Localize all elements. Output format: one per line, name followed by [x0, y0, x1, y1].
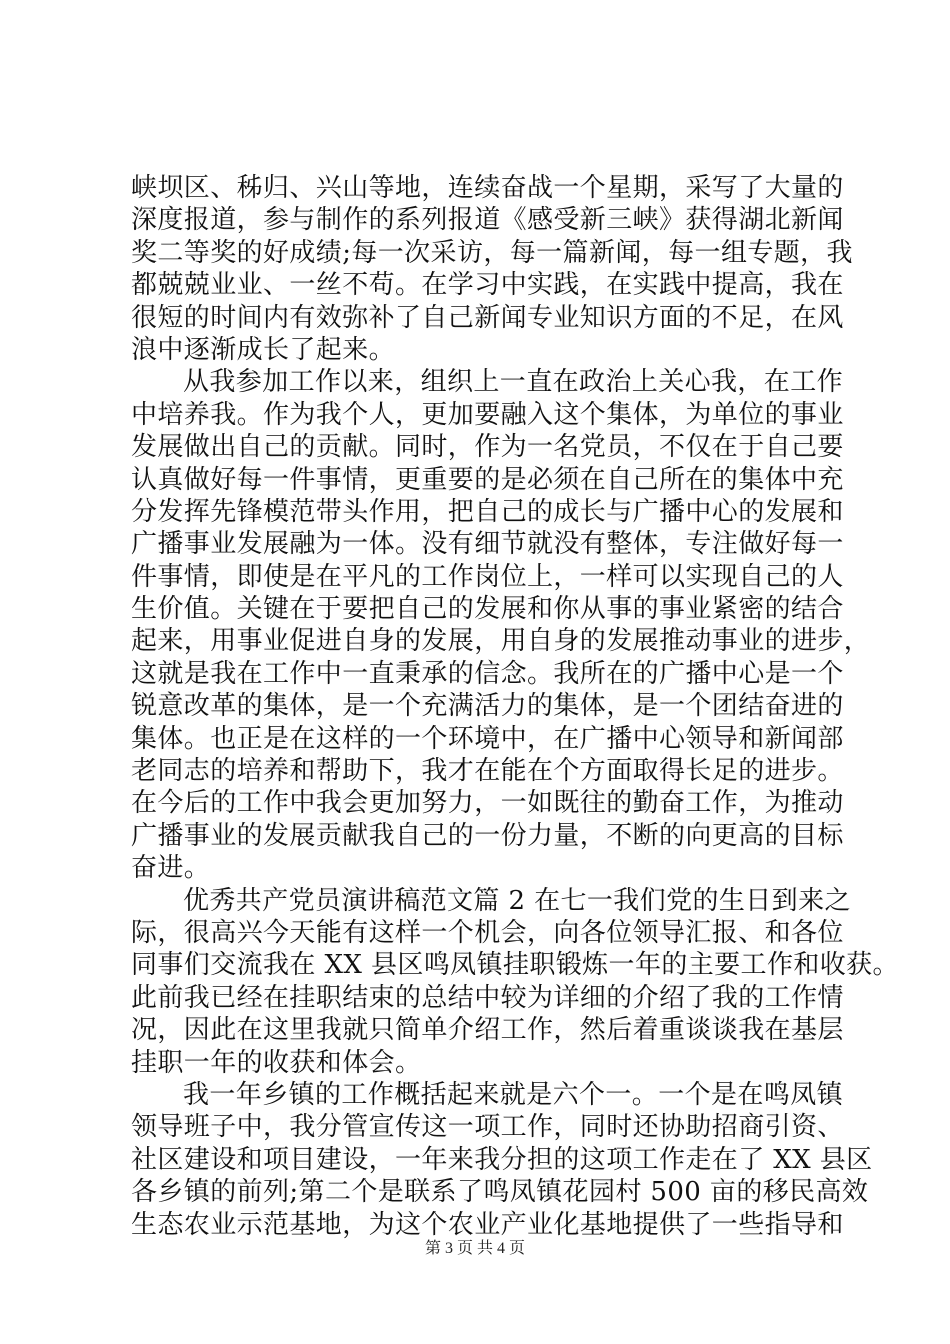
text-line: 我一年乡镇的工作概括起来就是六个一。一个是在鸣凤镇 [183, 1079, 844, 1110]
text-line: 同事们交流我在 XX 县区鸣凤镇挂职锻炼一年的主要工作和收获。 [131, 950, 899, 981]
text-line: 这就是我在工作中一直秉承的信念。我所在的广播中心是一个 [131, 658, 844, 689]
text-line: 各乡镇的前列;第二个是联系了鸣凤镇花园村 500 亩的移民高效 [131, 1177, 869, 1208]
text-line: 况，因此在这里我就只简单介绍工作，然后着重谈谈我在基层 [131, 1015, 844, 1046]
text-line: 领导班子中，我分管宣传这一项工作，同时还协助招商引资、 [131, 1112, 844, 1143]
text-line: 起来，用事业促进自身的发展，用自身的发展推动事业的进步， [131, 626, 871, 657]
text-line: 际，很高兴今天能有这样一个机会，向各位领导汇报、和各位 [131, 917, 844, 948]
document-body [131, 172, 899, 1241]
text-line: 很短的时间内有效弥补了自己新闻专业知识方面的不足，在风 [131, 302, 844, 333]
text-line: 在今后的工作中我会更加努力，一如既往的勤奋工作，为推动 [131, 788, 844, 819]
text-line: 挂职一年的收获和体会。 [131, 1047, 422, 1078]
text-line: 广播事业的发展贡献我自己的一份力量，不断的向更高的目标 [131, 820, 844, 851]
page-number-footer: 第 3 页 共 4 页 [424, 1240, 525, 1257]
text-line: 件事情，即使是在平凡的工作岗位上，一样可以实现自己的人 [131, 561, 844, 592]
paragraph [131, 885, 899, 1079]
paragraph [131, 366, 871, 884]
text-line: 从我参加工作以来，组织上一直在政治上关心我，在工作 [183, 367, 844, 398]
text-line: 认真做好每一件事情，更重要的是必须在自己所在的集体中充 [131, 464, 844, 495]
text-line: 深度报道，参与制作的系列报道《感受新三峡》获得湖北新闻 [131, 205, 844, 236]
text-line: 中培养我。作为我个人，更加要融入这个集体，为单位的事业 [131, 399, 844, 430]
text-line: 都兢兢业业、一丝不苟。在学习中实践，在实践中提高，我在 [131, 270, 844, 301]
text-line: 集体。也正是在这样的一个环境中，在广播中心领导和新闻部 [131, 723, 844, 754]
text-line: 优秀共产党员演讲稿范文篇 2 在七一我们党的生日到来之 [183, 885, 851, 916]
paragraph [131, 172, 853, 366]
text-line: 锐意改革的集体，是一个充满活力的集体，是一个团结奋进的 [131, 691, 844, 722]
text-line: 生态农业示范基地，为这个农业产业化基地提供了一些指导和 [131, 1209, 844, 1240]
text-line: 奖二等奖的好成绩;每一次采访，每一篇新闻，每一组专题，我 [131, 237, 853, 268]
text-line: 此前我已经在挂职结束的总结中较为详细的介绍了我的工作情 [131, 982, 844, 1013]
text-line: 分发挥先锋模范带头作用，把自己的成长与广播中心的发展和 [131, 496, 844, 527]
text-line: 老同志的培养和帮助下，我才在能在个方面取得长足的进步。 [131, 756, 844, 787]
text-line: 峡坝区、秭归、兴山等地，连续奋战一个星期，采写了大量的 [131, 173, 844, 203]
text-line: 发展做出自己的贡献。同时，作为一名党员，不仅在于自己要 [131, 432, 844, 463]
text-line: 生价值。关键在于要把自己的发展和你从事的事业紧密的结合 [131, 594, 844, 625]
text-line: 浪中逐渐成长了起来。 [131, 334, 396, 365]
text-line: 奋进。 [131, 853, 211, 884]
paragraph [131, 1079, 873, 1241]
text-line: 广播事业发展融为一体。没有细节就没有整体，专注做好每一 [131, 529, 844, 560]
text-line: 社区建设和项目建设，一年来我分担的这项工作走在了 XX 县区 [131, 1144, 873, 1175]
